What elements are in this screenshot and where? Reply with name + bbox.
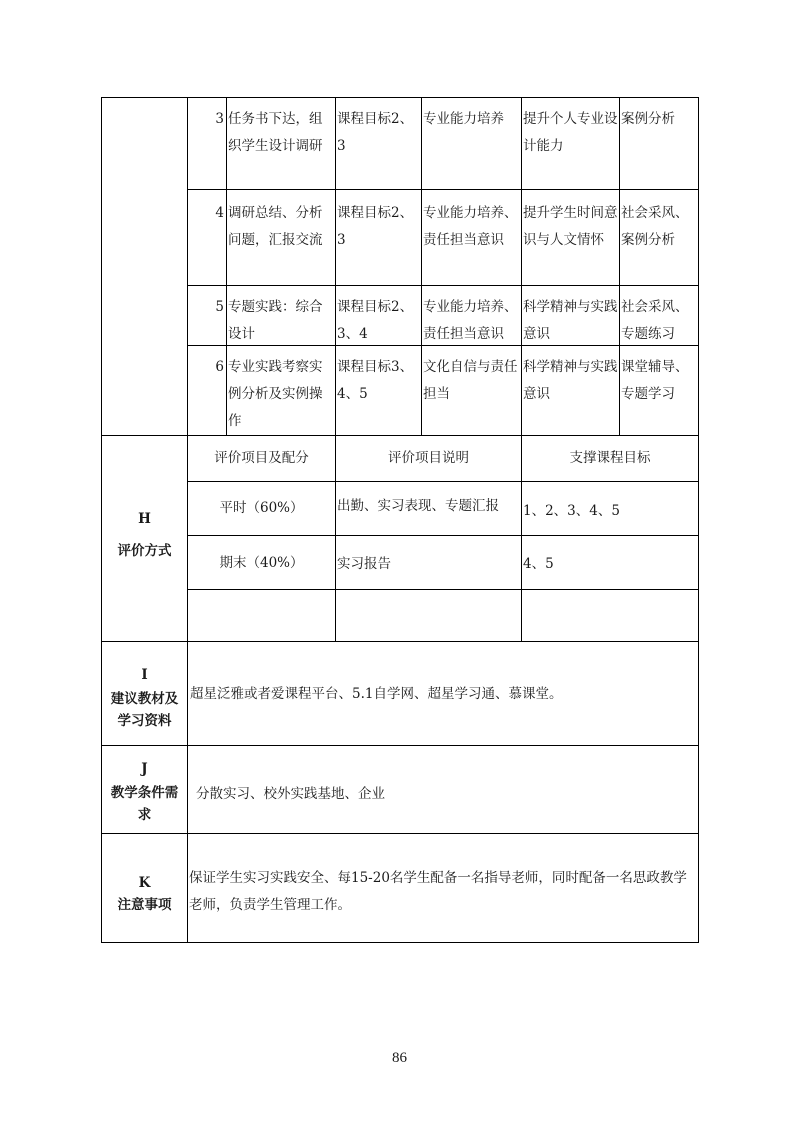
course-target: 课程目标2、3 xyxy=(337,205,414,248)
section-letter-j: J xyxy=(141,761,148,777)
row-number: 6 xyxy=(215,359,224,375)
eval-description: 实习报告 xyxy=(337,556,391,572)
teaching-content: 任务书下达，组织学生设计调研 xyxy=(228,111,323,154)
table-border-bottom xyxy=(101,942,699,943)
schedule-row-line xyxy=(187,285,699,286)
eval-header-target: 支撑课程目标 xyxy=(569,450,651,466)
teaching-content: 专题实践：综合设计 xyxy=(228,299,323,342)
section-label-notes: 注意事项 xyxy=(117,897,172,913)
section-divider xyxy=(101,641,699,642)
notes-text: 保证学生实习实践安全、每15-20名学生配备一名指导老师，同时配备一名思政教学老师，负责学生管理工作。 xyxy=(189,870,687,913)
integration-point: 科学精神与实践意识 xyxy=(523,299,618,342)
section-letter-i: I xyxy=(141,667,148,683)
teaching-content: 专业实践考察实例分析及实例操作 xyxy=(228,359,323,429)
section-divider xyxy=(101,745,699,746)
course-target: 课程目标3、4、5 xyxy=(337,359,414,402)
row-number: 5 xyxy=(215,299,224,315)
teaching-method: 社会采风、案例分析 xyxy=(621,205,689,248)
section-divider xyxy=(101,833,699,834)
eval-target: 1、2、3、4、5 xyxy=(523,503,620,519)
row-number: 3 xyxy=(215,111,224,127)
ideology-element: 专业能力培养 xyxy=(423,111,504,127)
teaching-method: 社会采风、专题练习 xyxy=(621,299,689,342)
eval-row-line xyxy=(187,589,699,590)
table-border-right xyxy=(698,97,699,943)
course-target: 课程目标2、3、4 xyxy=(337,299,414,342)
section-divider xyxy=(101,435,699,436)
materials-text: 超星泛雅或者爱课程平台、5.1自学网、超星学习通、慕课堂。 xyxy=(190,686,563,702)
eval-header-item: 评价项目及配分 xyxy=(214,450,309,466)
eval-header-description: 评价项目说明 xyxy=(388,450,469,466)
schedule-divider-3 xyxy=(421,97,422,435)
schedule-divider-1 xyxy=(226,97,227,435)
conditions-text: 分散实习、校外实践基地、企业 xyxy=(196,786,385,802)
section-label-materials-2: 学习资料 xyxy=(117,713,172,729)
eval-description: 出勤、实习表现、专题汇报 xyxy=(337,498,499,514)
schedule-divider-4 xyxy=(521,97,522,435)
ideology-element: 文化自信与责任担当 xyxy=(423,359,518,402)
eval-target: 4、5 xyxy=(523,556,554,572)
teaching-method: 案例分析 xyxy=(621,111,675,127)
eval-item: 期末（40%） xyxy=(219,555,304,571)
table-border-top xyxy=(101,97,699,98)
section-letter-k: K xyxy=(138,875,151,891)
schedule-divider-2 xyxy=(335,97,336,435)
integration-point: 提升学生时间意识与人文情怀 xyxy=(523,205,618,248)
eval-row-line xyxy=(187,481,699,482)
integration-point: 科学精神与实践意识 xyxy=(523,359,618,402)
section-letter-h: H xyxy=(138,511,151,527)
course-target: 课程目标2、3 xyxy=(337,111,414,154)
schedule-divider-5 xyxy=(619,97,620,435)
section-label-conditions-2: 求 xyxy=(137,807,152,823)
ideology-element: 专业能力培养、责任担当意识 xyxy=(423,299,518,342)
section-label-evaluation: 评价方式 xyxy=(117,543,172,559)
integration-point: 提升个人专业设计能力 xyxy=(523,111,618,154)
ideology-element: 专业能力培养、责任担当意识 xyxy=(423,205,518,248)
eval-item: 平时（60%） xyxy=(219,500,304,516)
section-label-conditions-1: 教学条件需 xyxy=(110,785,179,801)
section-label-materials-1: 建议教材及 xyxy=(110,691,179,707)
teaching-content: 调研总结、分析问题，汇报交流 xyxy=(228,205,323,248)
teaching-method: 课堂辅导、专题学习 xyxy=(621,359,689,402)
schedule-row-line xyxy=(187,189,699,190)
eval-row-line xyxy=(187,535,699,536)
row-number: 4 xyxy=(215,205,224,221)
page-number: 86 xyxy=(392,1050,407,1066)
